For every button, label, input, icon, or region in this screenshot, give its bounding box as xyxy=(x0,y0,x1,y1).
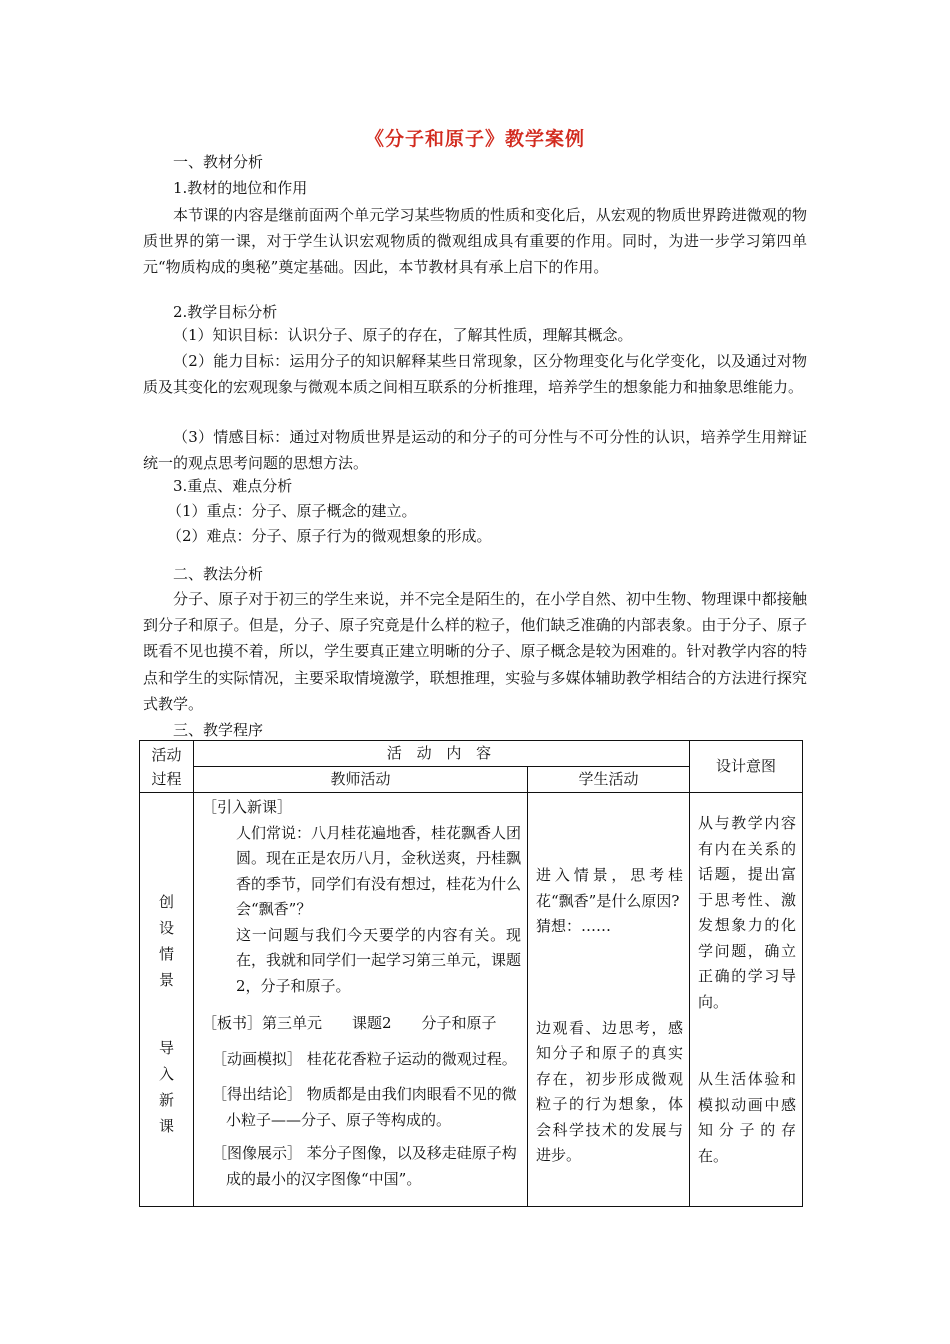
student-activity-cell xyxy=(528,793,690,1207)
goal-knowledge: （1）知识目标：认识分子、原子的存在，了解其性质，理解其概念。 xyxy=(173,326,633,344)
header-stage: 活动 过程 xyxy=(140,741,194,793)
subheading-role: 1.教材的地位和作用 xyxy=(173,179,308,197)
goal-ability: （2）能力目标：运用分子的知识解释某些日常现象，区分物理变化与化学变化，以及通过对物质及其变化的宏观现象与微观本质之间相互联系的分析推理，培养学生的想象能力和抽象思维能力。 xyxy=(143,352,807,397)
header-intent: 设计意图 xyxy=(690,741,803,793)
key-point: （1）重点：分子、原子概念的建立。 xyxy=(167,502,417,520)
intro-text-2: 这一问题与我们今天要学的内容有关。现在，我就和同学们一起学习第三单元，课题2，分子和原子。 xyxy=(236,925,522,995)
section-heading-procedure: 三、教学程序 xyxy=(173,721,264,739)
conclusion: ［得出结论］ 物质都是由我们肉眼看不见的微小粒子——分子、原子等构成的。 xyxy=(212,1085,517,1129)
student-think: 进入情景，思考桂花“飘香”是什么原因? xyxy=(536,866,683,910)
student-watch: 边观看、边思考，感知分子和原子的真实存在，初步形成微观粒子的行为想象，体会科学技术的发展与进步。 xyxy=(536,1018,683,1164)
header-content: 活 动 内 容 xyxy=(194,741,690,767)
intro-tag: ［引入新课］ xyxy=(202,798,293,816)
table-row xyxy=(140,793,803,1207)
teacher-activity-cell xyxy=(194,793,528,1207)
board-writing: ［板书］第三单元 课题2 分子和原子 xyxy=(202,1014,497,1032)
table-header-row xyxy=(140,741,803,767)
difficult-point: （2）难点：分子、原子行为的微观想象的形成。 xyxy=(167,527,492,545)
header-student: 学生活动 xyxy=(528,767,690,793)
procedure-table xyxy=(139,740,803,1207)
intent-part1: 从与教学内容有内在关系的话题，提出富于思考性、激发想象力的化学问题，确立正确的学习导向。 xyxy=(698,814,796,1011)
document-title: 《分子和原子》教学案例 xyxy=(364,128,585,150)
subheading-goals: 2.教学目标分析 xyxy=(173,303,278,321)
subheading-key-points: 3.重点、难点分析 xyxy=(173,477,293,495)
animation-simulation: ［动画模拟］ 桂花花香粒子运动的微观过程。 xyxy=(212,1049,517,1068)
intro-text: 人们常说：八月桂花遍地香，桂花飘香人团圆。现在正是农历八月，金秋送爽，丹桂飘香的季节，同学们有没有想过，桂花为什么会“飘香”？ xyxy=(236,823,522,918)
student-guess: 猜想：…… xyxy=(536,917,612,935)
paragraph-role: 本节课的内容是继前面两个单元学习某些物质的性质和变化后，从宏观的物质世界跨进微观的物质世界的第一课，对于学生认识宏观物质的微观组成具有重要的作用。同时，为进一步学习第四单元“物质构成的奥秘”奠定基础。因此，本节教材具有承上启下的作用。 xyxy=(143,206,807,277)
intent-cell xyxy=(690,793,803,1207)
goal-emotion: （3）情感目标：通过对物质世界是运动的和分子的可分性与不可分性的认识，培养学生用辩证统一的观点思考问题的思想方法。 xyxy=(143,428,807,473)
stage-cell: 创 设 情 景 导 入 新 课 xyxy=(140,793,194,1207)
image-display: ［图像展示］ 苯分子图像，以及移走硅原子构成的最小的汉字图像“中国”。 xyxy=(212,1144,517,1188)
paragraph-method: 分子、原子对于初三的学生来说，并不完全是陌生的，在小学自然、初中生物、物理课中都接触到分子和原子。但是，分子、原子究竟是什么样的粒子，他们缺乏准确的内部表象。由于分子、原子既看不见也摸不着，所以，学生要真正建立明晰的分子、原子概念是较为困难的。针对教学内容的特点和学生的实际情况，主要采取情境激学，联想推理，实验与多媒体辅助教学相结合的方法进行探究式教学。 xyxy=(143,590,807,713)
section-heading-method: 二、教法分析 xyxy=(173,565,264,583)
section-heading-materials: 一、教材分析 xyxy=(173,153,264,171)
intent-part2: 从生活体验和模拟动画中感知分子的存在。 xyxy=(698,1070,796,1165)
header-teacher: 教师活动 xyxy=(194,767,528,793)
